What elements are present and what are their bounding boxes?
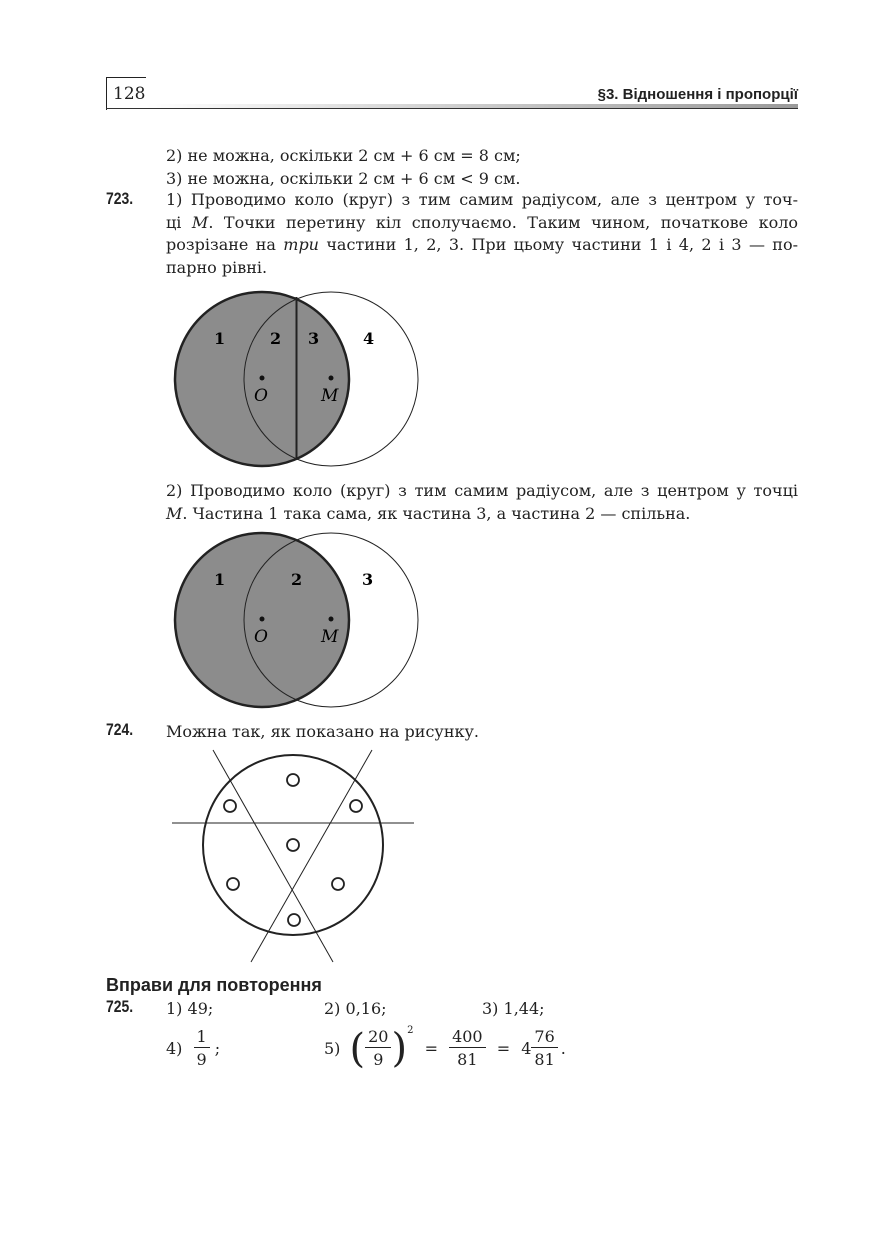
exercise-number-723: 723. (106, 189, 134, 208)
answer-725-1: 1) 49; (166, 999, 214, 1018)
page-number: 128 (106, 77, 146, 110)
text-span: ці (166, 212, 192, 232)
italic-word-three: три (283, 235, 319, 254)
small-circle (227, 878, 239, 890)
answer-prefix: 5) (324, 1039, 341, 1058)
exponent: 2 (407, 1025, 414, 1036)
answer-prefix: 4) (166, 1039, 183, 1058)
fraction-numerator: 20 (368, 1027, 389, 1046)
figure-two-circles-divided (160, 285, 430, 475)
region-label-2: 2 (270, 329, 282, 348)
fraction-denominator: 81 (449, 1047, 486, 1070)
region-label-3: 3 (308, 329, 320, 348)
section-title: §3. Відношення і пропорції (597, 86, 798, 103)
small-circle (350, 800, 362, 812)
period: . (560, 1039, 566, 1058)
center-point-M (329, 376, 334, 381)
answer-line-3: 3) не можна, оскільки 2 см + 6 см < 9 см. (166, 169, 521, 188)
fraction-numerator: 400 (452, 1027, 483, 1046)
answer-suffix: ; (214, 1039, 221, 1058)
small-circle (287, 774, 299, 786)
fraction-base (365, 1027, 391, 1070)
text-span: . Точки перетину кіл сполучаємо. Таким чином, початкове коло (208, 212, 798, 232)
center-point-O (260, 617, 265, 622)
center-label-O: O (254, 386, 268, 406)
text-span: розрізане на (166, 235, 284, 254)
region-label-2: 2 (291, 570, 303, 589)
fraction-400-81 (449, 1027, 486, 1070)
text-line (166, 257, 798, 280)
small-circle (288, 914, 300, 926)
fraction-numerator: 1 (196, 1027, 207, 1046)
text-span: 1) Проводимо коло (круг) з тим самим радіусом, але з центром у точ- (166, 190, 798, 209)
answer-725-5 (324, 1027, 566, 1070)
region-label-1: 1 (214, 570, 226, 589)
text-span: частини 1, 2, 3. При цьому частини 1 і 4, 2 і 3 — по- (318, 235, 798, 254)
text-span: 2) Проводимо коло (круг) з тим самим радіусом, але з центром у точці (166, 481, 798, 500)
exercise-723-part2 (166, 480, 798, 525)
small-circle (332, 878, 344, 890)
center-point-O (260, 376, 265, 381)
text-line (166, 212, 798, 235)
text-span: парно рівні. (166, 257, 268, 277)
point-m-italic: М (191, 212, 209, 232)
answer-725-3: 3) 1,44; (482, 999, 545, 1018)
text-line (166, 189, 798, 212)
equals-sign: = (424, 1039, 438, 1058)
diagonal-line-left (213, 750, 333, 962)
answer-line-2: 2) не можна, оскільки 2 см + 6 см = 8 см; (166, 146, 521, 165)
region-label-4: 4 (363, 329, 375, 348)
center-label-O: O (254, 627, 268, 647)
header-rule (106, 108, 798, 109)
fraction-76-81 (531, 1027, 557, 1070)
exercise-723-part1 (166, 189, 798, 279)
text-span: . Частина 1 така сама, як частина 3, а частина 2 — спільна. (182, 503, 691, 523)
right-paren: ) (391, 1025, 408, 1072)
small-circle (224, 800, 236, 812)
text-line (166, 234, 798, 257)
region-label-1: 1 (214, 329, 226, 348)
figure-two-circles-overlap (160, 526, 430, 716)
answer-725-4 (166, 1027, 220, 1070)
text-line (166, 503, 798, 526)
equals-sign-2: = (496, 1039, 511, 1058)
fraction-denominator: 9 (194, 1047, 210, 1070)
review-heading: Вправи для повторення (106, 975, 322, 995)
point-m-italic: М (166, 503, 183, 523)
small-circle (287, 839, 299, 851)
center-label-M: M (321, 386, 339, 406)
fraction-numerator: 76 (534, 1027, 555, 1046)
diagonal-line-right (251, 750, 372, 962)
fraction-one-ninth (194, 1027, 210, 1070)
left-paren: ( (349, 1025, 366, 1072)
center-label-M: M (321, 627, 339, 647)
exercise-number-725: 725. (106, 997, 134, 1016)
exercise-724-text: Можна так, як показано на рисунку. (166, 722, 479, 741)
answer-725-2: 2) 0,16; (324, 999, 387, 1018)
mixed-whole: 4 (521, 1039, 532, 1058)
figure-circle-three-lines (165, 745, 425, 967)
fraction-denominator: 9 (365, 1047, 391, 1070)
region-label-3: 3 (362, 570, 374, 589)
exercise-number-724: 724. (106, 720, 134, 739)
text-line (166, 480, 798, 503)
fraction-denominator: 81 (531, 1047, 557, 1070)
center-point-M (329, 617, 334, 622)
